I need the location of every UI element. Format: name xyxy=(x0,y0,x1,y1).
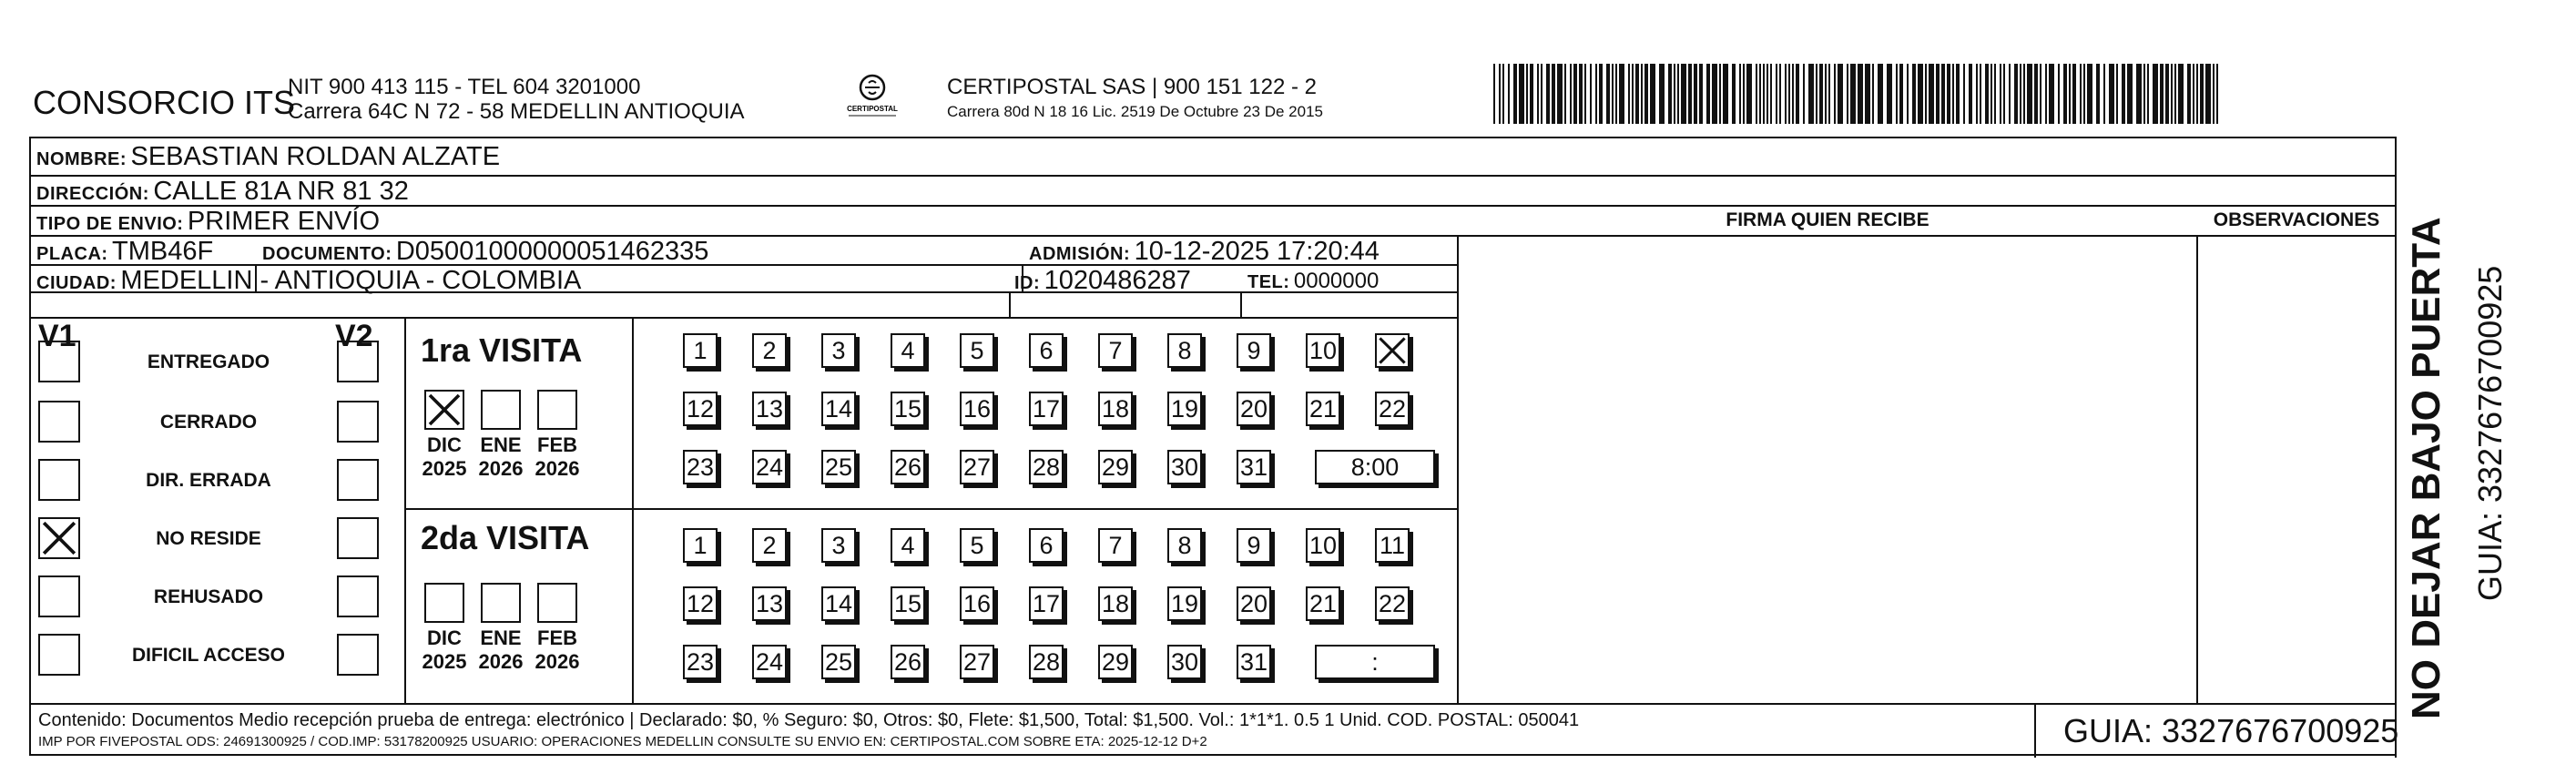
month-label: ENE 2026 xyxy=(478,626,524,673)
day-box[interactable]: 3 xyxy=(821,528,856,563)
day-box[interactable]: 10 xyxy=(1306,333,1340,368)
day-box[interactable]: 2 xyxy=(752,333,787,368)
admision-value: 10-12-2025 17:20:44 xyxy=(1134,237,1380,266)
barcode-bar xyxy=(1896,64,1898,124)
barcode-bar xyxy=(2205,64,2211,124)
day-box[interactable]: 23 xyxy=(683,450,718,484)
v2-checkbox[interactable] xyxy=(337,517,379,559)
day-box[interactable]: 27 xyxy=(960,645,994,679)
v2-checkbox[interactable] xyxy=(337,634,379,676)
barcode-bar xyxy=(2040,64,2041,124)
barcode-bar xyxy=(1969,64,1972,124)
day-box[interactable]: 2 xyxy=(752,528,787,563)
barcode-bar xyxy=(1557,64,1563,124)
day-box[interactable]: 12 xyxy=(683,586,718,621)
barcode-bar xyxy=(1907,64,1909,124)
barcode-bar xyxy=(1570,64,1572,124)
barcode-bar xyxy=(1732,64,1736,124)
month-checkbox[interactable] xyxy=(537,583,577,623)
barcode-bar xyxy=(2200,64,2204,124)
barcode-bar xyxy=(1564,64,1566,124)
barcode-bar xyxy=(1599,64,1603,124)
status-label: DIFICIL ACCESO xyxy=(131,645,285,666)
barcode-bar xyxy=(1746,64,1752,124)
day-box[interactable]: 3 xyxy=(821,333,856,368)
barcode-bar xyxy=(2127,64,2133,124)
barcode-bar xyxy=(1739,64,1741,124)
day-box[interactable]: 9 xyxy=(1237,333,1271,368)
day-box[interactable]: 16 xyxy=(960,586,994,621)
barcode-bar xyxy=(1508,64,1510,124)
direccion-value: CALLE 81A NR 81 32 xyxy=(153,177,409,206)
barcode-bar xyxy=(1976,64,1978,124)
barcode-bar xyxy=(2165,64,2169,124)
barcode-bar xyxy=(1767,64,1768,124)
month-checkbox[interactable] xyxy=(481,583,521,623)
barcode-bar xyxy=(1519,64,1524,124)
barcode-bar xyxy=(1668,64,1672,124)
barcode-bar xyxy=(2136,64,2142,124)
barcode-bar xyxy=(1632,64,1634,124)
barcode-bar xyxy=(1552,64,1555,124)
barcode-bar xyxy=(2003,64,2005,124)
barcode-bar xyxy=(1925,64,1927,124)
barcode-bar xyxy=(1819,64,1823,124)
day-box[interactable]: 18 xyxy=(1098,392,1133,426)
v1-header: V1 xyxy=(38,319,76,353)
direccion-label: DIRECCIÓN: xyxy=(36,184,149,204)
day-box[interactable]: 22 xyxy=(1375,586,1410,621)
side-guia: GUIA: 3327676700925 xyxy=(2471,265,2509,601)
barcode-bar xyxy=(1865,64,1870,124)
visita2-title: 2da VISITA xyxy=(421,519,590,556)
visita1-title: 1ra VISITA xyxy=(421,331,583,369)
barcode-bar xyxy=(1513,64,1517,124)
v1-checkbox[interactable] xyxy=(38,459,80,501)
barcode-bar xyxy=(1785,64,1787,124)
day-box[interactable]: 21 xyxy=(1306,586,1340,621)
barcode-bar xyxy=(1584,64,1586,124)
day-box[interactable]: 11 xyxy=(1375,528,1410,563)
barcode-bar xyxy=(1918,64,1923,124)
v2-header: V2 xyxy=(335,319,373,353)
barcode-bar xyxy=(1834,64,1836,124)
barcode-bar xyxy=(2193,64,2194,124)
status-label: NO RESIDE xyxy=(156,528,261,549)
footer-guia: GUIA: 3327676700925 xyxy=(2063,712,2399,749)
barcode-bar xyxy=(2213,64,2215,124)
barcode-bar xyxy=(1947,64,1950,124)
barcode-bar xyxy=(2000,64,2001,124)
month-label: DIC 2025 xyxy=(422,626,467,673)
v2-checkbox[interactable] xyxy=(337,401,379,443)
footer-content: Contenido: Documentos Medio recepción prueba de entrega: electrónico | Declarado: $0, % Seguro: $0, Otros: $0, Flete: $1,500, Total: $1,500. Vol.: 1*1*1. 0.5 1 Unid. COD. POSTAL: 050041 xyxy=(38,710,1580,730)
nombre-row xyxy=(36,142,500,172)
status-label: CERRADO xyxy=(159,412,258,433)
barcode-bar xyxy=(1681,64,1686,124)
v2-checkbox[interactable] xyxy=(337,341,379,382)
day-box[interactable]: 1 xyxy=(683,333,718,368)
day-box[interactable]: 19 xyxy=(1167,586,1202,621)
barcode-bar xyxy=(1499,64,1501,124)
barcode-bar xyxy=(1776,64,1777,124)
barcode-bar xyxy=(2147,64,2149,124)
month-checkbox[interactable] xyxy=(481,390,521,430)
barcode-bar xyxy=(1838,64,1843,124)
barcode-bar xyxy=(1792,64,1794,124)
barcode-bar xyxy=(2014,64,2018,124)
barcode-bar xyxy=(1635,64,1639,124)
month-checkbox[interactable] xyxy=(424,583,464,623)
barcode-bar xyxy=(1887,64,1892,124)
barcode-bar xyxy=(1606,64,1610,124)
barcode-bar xyxy=(1850,64,1856,124)
barcode-bar xyxy=(1644,64,1648,124)
day-box[interactable]: 5 xyxy=(960,528,994,563)
barcode-bar xyxy=(1699,64,1703,124)
barcode-bar xyxy=(1537,64,1539,124)
barcode-bar xyxy=(1936,64,1940,124)
barcode-bar xyxy=(2049,64,2054,124)
barcode-bar xyxy=(1694,64,1697,124)
tel-value: 0000000 xyxy=(1293,269,1380,293)
day-box[interactable]: 29 xyxy=(1098,645,1133,679)
barcode-bar xyxy=(2045,64,2047,124)
ciudad-field xyxy=(36,266,581,296)
barcode-bar xyxy=(1612,64,1614,124)
day-box[interactable] xyxy=(1375,333,1410,368)
barcode-bar xyxy=(1619,64,1624,124)
direccion-row xyxy=(36,177,409,207)
barcode-bar xyxy=(1706,64,1710,124)
barcode-bar xyxy=(1858,64,1863,124)
barcode-bar xyxy=(1912,64,1916,124)
day-box[interactable]: 12 xyxy=(683,392,718,426)
barcode-bar xyxy=(2020,64,2021,124)
day-box[interactable]: 7 xyxy=(1098,333,1133,368)
barcode-bar xyxy=(2083,64,2085,124)
day-box[interactable]: 28 xyxy=(1029,450,1064,484)
barcode-bar xyxy=(2116,64,2118,124)
ciudad-label: CIUDAD: xyxy=(36,273,117,293)
day-box[interactable]: 5 xyxy=(960,333,994,368)
barcode-bar xyxy=(2023,64,2025,124)
v2-checkbox[interactable] xyxy=(337,575,379,617)
barcode-bar xyxy=(1688,64,1692,124)
barcode-bar xyxy=(1899,64,1903,124)
barcode-bar xyxy=(2069,64,2071,124)
barcode-bar xyxy=(2143,64,2145,124)
footer-print-info: IMP POR FIVEPOSTAL ODS: 24691300925 / COD.IMP: 53178200925 USUARIO: OPERACIONES MEDELLIN CONSULTE SU ENVIO EN: CERTIPOSTAL.COM SOBRE ETA: 2025-12-12 D+2 xyxy=(38,734,1207,749)
v1-checkbox[interactable] xyxy=(38,517,80,559)
status-label: ENTREGADO xyxy=(147,351,270,372)
barcode-bar xyxy=(2103,64,2105,124)
v1-checkbox[interactable] xyxy=(38,634,80,676)
barcode-bar xyxy=(1573,64,1577,124)
day-box[interactable]: 4 xyxy=(891,528,925,563)
day-box[interactable]: 30 xyxy=(1167,645,1202,679)
barcode-bar xyxy=(2153,64,2158,124)
day-box[interactable]: 10 xyxy=(1306,528,1340,563)
day-box[interactable]: 15 xyxy=(891,586,925,621)
tel-label: TEL: xyxy=(1247,272,1290,292)
barcode-bar xyxy=(1719,64,1721,124)
time-box[interactable]: : xyxy=(1315,645,1435,679)
barcode-bar xyxy=(2160,64,2164,124)
documento-label: DOCUMENTO: xyxy=(262,244,392,264)
barcode-bar xyxy=(1963,64,1965,124)
day-box[interactable]: 29 xyxy=(1098,450,1133,484)
barcode-bar xyxy=(2122,64,2125,124)
barcode-bar xyxy=(1929,64,1934,124)
placa-label: PLACA: xyxy=(36,244,108,264)
logo-text: CERTIPOSTAL xyxy=(847,105,898,113)
barcode-bar xyxy=(1579,64,1583,124)
barcode-bar xyxy=(1493,64,1495,124)
barcode-bar xyxy=(1502,64,1504,124)
day-box[interactable]: 31 xyxy=(1237,645,1271,679)
day-box[interactable]: 26 xyxy=(891,645,925,679)
barcode-bar xyxy=(1994,64,1996,124)
barcode xyxy=(1493,64,2222,124)
barcode-bar xyxy=(2096,64,2100,124)
day-box[interactable]: 4 xyxy=(891,333,925,368)
barcode-bar xyxy=(1816,64,1817,124)
day-box[interactable]: 14 xyxy=(821,586,856,621)
month-label: FEB 2026 xyxy=(535,433,580,480)
day-box[interactable]: 27 xyxy=(960,450,994,484)
barcode-bar xyxy=(1590,64,1592,124)
barcode-bar xyxy=(1530,64,1533,124)
tipo-envio-label: TIPO DE ENVIO: xyxy=(36,214,184,234)
firma-header: FIRMA QUIEN RECIBE xyxy=(1726,209,1929,230)
barcode-bar xyxy=(2080,64,2082,124)
barcode-bar xyxy=(1712,64,1717,124)
barcode-bar xyxy=(2058,64,2060,124)
day-box[interactable]: 22 xyxy=(1375,392,1410,426)
company-info xyxy=(288,75,745,124)
admision-field xyxy=(1029,237,1380,267)
barcode-bar xyxy=(1788,64,1790,124)
tipo-envio-row xyxy=(36,207,380,237)
nombre-value: SEBASTIAN ROLDAN ALZATE xyxy=(130,142,501,171)
barcode-bar xyxy=(1952,64,1954,124)
placa-value: TMB46F xyxy=(112,237,214,266)
company-name: CONSORCIO ITS xyxy=(33,84,296,121)
barcode-bar xyxy=(1985,64,1989,124)
barcode-bar xyxy=(2027,64,2032,124)
day-box[interactable]: 17 xyxy=(1029,586,1064,621)
month-label: DIC 2025 xyxy=(422,433,467,480)
barcode-bar xyxy=(1759,64,1761,124)
month-checkbox[interactable] xyxy=(424,390,464,430)
barcode-bar xyxy=(2171,64,2173,124)
barcode-bar xyxy=(1956,64,1960,124)
barcode-bar xyxy=(2009,64,2011,124)
v1-checkbox[interactable] xyxy=(38,575,80,617)
barcode-bar xyxy=(1546,64,1550,124)
barcode-bar xyxy=(1526,64,1528,124)
day-box[interactable]: 13 xyxy=(752,586,787,621)
day-box[interactable]: 13 xyxy=(752,392,787,426)
barcode-bar xyxy=(1541,64,1543,124)
day-box[interactable]: 26 xyxy=(891,450,925,484)
barcode-bar xyxy=(2216,64,2218,124)
ciudad-value: MEDELLIN - ANTIOQUIA - COLOMBIA xyxy=(120,266,582,295)
barcode-bar xyxy=(1825,64,1827,124)
day-box[interactable]: 28 xyxy=(1029,645,1064,679)
certipostal-info xyxy=(947,75,1323,124)
nombre-label: NOMBRE: xyxy=(36,149,127,169)
day-box[interactable]: 14 xyxy=(821,392,856,426)
barcode-bar xyxy=(1872,64,1874,124)
barcode-bar xyxy=(1941,64,1945,124)
id-value: 1020486287 xyxy=(1044,266,1191,295)
barcode-bar xyxy=(1770,64,1772,124)
barcode-bar xyxy=(1796,64,1799,124)
barcode-bar xyxy=(1828,64,1830,124)
admision-label: ADMISIÓN: xyxy=(1029,244,1131,264)
day-box[interactable]: 21 xyxy=(1306,392,1340,426)
month-checkbox[interactable] xyxy=(537,390,577,430)
barcode-bar xyxy=(1595,64,1597,124)
barcode-bar xyxy=(2072,64,2076,124)
day-box[interactable]: 24 xyxy=(752,450,787,484)
barcode-bar xyxy=(1628,64,1630,124)
barcode-bar xyxy=(1677,64,1679,124)
delivery-form xyxy=(29,137,2397,756)
day-box[interactable]: 16 xyxy=(960,392,994,426)
day-box[interactable]: 1 xyxy=(683,528,718,563)
certipostal-logo-icon xyxy=(836,71,909,120)
v2-checkbox[interactable] xyxy=(337,459,379,501)
placa-field xyxy=(36,237,213,267)
day-box[interactable]: 25 xyxy=(821,645,856,679)
barcode-bar xyxy=(1615,64,1617,124)
barcode-bar xyxy=(2178,64,2184,124)
certipostal-nit: CERTIPOSTAL SAS | 900 151 122 - 2 xyxy=(947,75,1317,99)
v1-checkbox[interactable] xyxy=(38,401,80,443)
day-box[interactable]: 6 xyxy=(1029,528,1064,563)
barcode-bar xyxy=(1641,64,1643,124)
day-box[interactable]: 6 xyxy=(1029,333,1064,368)
day-box[interactable]: 8 xyxy=(1167,528,1202,563)
day-box[interactable]: 31 xyxy=(1237,450,1271,484)
day-box[interactable]: 18 xyxy=(1098,586,1133,621)
day-box[interactable]: 30 xyxy=(1167,450,1202,484)
day-box[interactable]: 20 xyxy=(1237,392,1271,426)
side-warning: NO DEJAR BAJO PUERTA xyxy=(2404,217,2449,719)
id-field xyxy=(1014,266,1191,296)
id-label: ID: xyxy=(1014,273,1041,293)
status-label: DIR. ERRADA xyxy=(146,470,271,491)
certipostal-license: Carrera 80d N 18 16 Lic. 2519 De Octubre 23 De 2015 xyxy=(947,103,1323,120)
time-box[interactable]: 8:00 xyxy=(1315,450,1435,484)
day-box[interactable]: 24 xyxy=(752,645,787,679)
documento-field xyxy=(262,237,708,267)
barcode-bar xyxy=(2196,64,2198,124)
status-label: REHUSADO xyxy=(153,586,264,607)
barcode-bar xyxy=(1847,64,1848,124)
day-box[interactable]: 17 xyxy=(1029,392,1064,426)
day-box[interactable]: 7 xyxy=(1098,528,1133,563)
day-box[interactable]: 25 xyxy=(821,450,856,484)
company-nit: NIT 900 413 115 - TEL 604 3201000 xyxy=(288,75,641,99)
barcode-bar xyxy=(1743,64,1745,124)
barcode-bar xyxy=(1650,64,1655,124)
barcode-bar xyxy=(1674,64,1675,124)
day-box[interactable]: 19 xyxy=(1167,392,1202,426)
day-box[interactable]: 20 xyxy=(1237,586,1271,621)
barcode-bar xyxy=(2109,64,2114,124)
barcode-bar xyxy=(2034,64,2038,124)
barcode-bar xyxy=(2174,64,2176,124)
day-box[interactable]: 8 xyxy=(1167,333,1202,368)
day-box[interactable]: 9 xyxy=(1237,528,1271,563)
barcode-bar xyxy=(1991,64,1992,124)
barcode-bar xyxy=(1763,64,1765,124)
documento-value: D05001000000051462335 xyxy=(395,237,709,266)
tel-field xyxy=(1247,269,1379,294)
barcode-bar xyxy=(1723,64,1728,124)
barcode-bar xyxy=(1659,64,1665,124)
observaciones-header: OBSERVACIONES xyxy=(2213,209,2380,230)
barcode-bar xyxy=(1980,64,1981,124)
v1-checkbox[interactable] xyxy=(38,341,80,382)
tipo-envio-value: PRIMER ENVÍO xyxy=(187,207,381,236)
barcode-bar xyxy=(2187,64,2191,124)
barcode-bar xyxy=(1756,64,1757,124)
day-box[interactable]: 15 xyxy=(891,392,925,426)
barcode-bar xyxy=(2063,64,2067,124)
barcode-bar xyxy=(1878,64,1883,124)
barcode-bar xyxy=(1808,64,1814,124)
day-box[interactable]: 23 xyxy=(683,645,718,679)
barcode-bar xyxy=(2087,64,2092,124)
barcode-bar xyxy=(1803,64,1805,124)
month-label: FEB 2026 xyxy=(535,626,580,673)
company-address: Carrera 64C N 72 - 58 MEDELLIN ANTIOQUIA xyxy=(288,99,745,124)
month-label: ENE 2026 xyxy=(478,433,524,480)
barcode-bar xyxy=(1779,64,1781,124)
